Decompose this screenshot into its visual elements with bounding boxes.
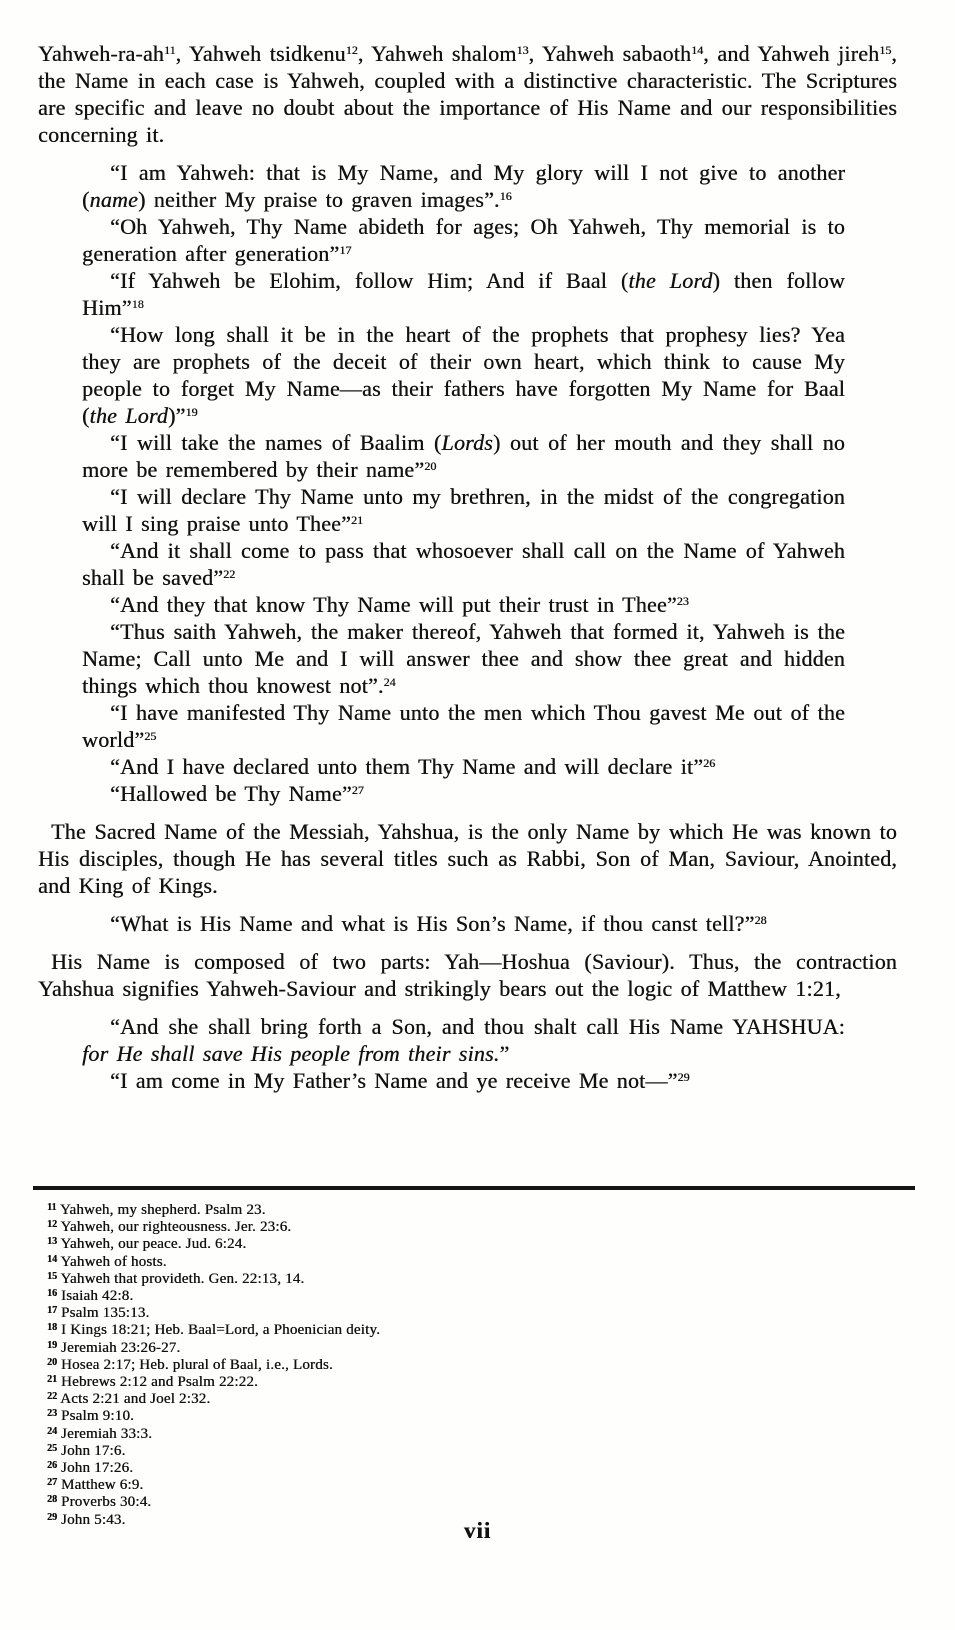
footnote-item: $^{26}$ John 17:26. (47, 1460, 134, 1477)
footnote-item: $^{21}$ Hebrews 2:12 and Psalm 22:22. (47, 1374, 258, 1391)
quote-paragraph: “I will declare Thy Name unto my brethren, in the midst of the congregation will I sing praise unto Thee”$^{21}$ (82, 484, 845, 536)
quote-paragraph: “I am come in My Father’s Name and ye receive Me not—”$^{29}$ (110, 1068, 690, 1093)
footnote-item: $^{13}$ Yahweh, our peace. Jud. 6:24. (47, 1236, 247, 1253)
footnote-item: $^{23}$ Psalm 9:10. (47, 1408, 134, 1425)
text-body (38, 40, 897, 1094)
quote-paragraph: “And I have declared unto them Thy Name and will declare it”$^{26}$ (110, 754, 716, 779)
footnote-item: $^{17}$ Psalm 135:13. (47, 1305, 150, 1322)
quote-paragraph: “What is His Name and what is His Son’s Name, if thou canst tell?”$^{28}$ (110, 911, 767, 936)
quote-paragraph: “And they that know Thy Name will put their trust in Thee”$^{23}$ (110, 592, 689, 617)
footnote-item: $^{29}$ John 5:43. (47, 1511, 126, 1528)
footnote-item: $^{18}$ I Kings 18:21; Heb. Baal=Lord, a Phoenician deity. (47, 1322, 381, 1339)
footnote-item: $^{14}$ Yahweh of hosts. (47, 1253, 167, 1270)
page-footer (33, 1186, 915, 1529)
footnote-item: $^{11}$ Yahweh, my shepherd. Psalm 23. (47, 1202, 266, 1218)
body-paragraph: Yahweh-$ra-ah^{11}$, Yahweh tsidkenu$^{12}$, Yahweh shalom$^{13}$, Yahweh sabaoth$^{14}$, and Yahweh jireh$^{15}$, the Name in each case is Yahweh, coupled with a distinctive characteristic. The Scriptures are specific and leave no doubt about the importance of His Name and our responsibilities concerning it. (38, 41, 897, 147)
footnote-item: $^{27}$ Matthew 6:9. (47, 1477, 144, 1494)
quote-paragraph: “If Yahweh be Elohim, follow Him; And if Baal (the Lord) then follow Him”$^{18}$ (82, 268, 845, 320)
quote-paragraph: “I will take the names of Baalim (Lords) out of her mouth and they shall no more be remembered by their name”$^{20}$ (82, 430, 845, 482)
footnotes-list (33, 1202, 915, 1529)
footnote-item: $^{16}$ Isaiah 42:8. (47, 1288, 134, 1305)
footnote-item: $^{22}$ Acts 2:21 and Joel 2:32. (47, 1391, 211, 1408)
quote-paragraph: “I have manifested Thy Name unto the men which Thou gavest Me out of the world”$^{25}$ (82, 700, 845, 752)
footnote-item: $^{20}$ Hosea 2:17; Heb. plural of Baal, i.e., Lords. (47, 1356, 333, 1373)
body-paragraph: The Sacred Name of the Messiah, Yahshua, is the only Name by which He was known to His disciples, though He has several titles such as Rabbi, Son of Man, Saviour, Anointed, and King of Kings. (38, 819, 897, 898)
footnote-item: $^{15}$ Yahweh that provideth. Gen. 22:13, 14. (47, 1270, 305, 1287)
quote-paragraph: “Hallowed be Thy Name”$^{27}$ (110, 781, 364, 806)
quote-paragraph: “Oh Yahweh, Thy Name abideth for ages; Oh Yahweh, Thy memorial is to generation after generation”$^{17}$ (82, 214, 845, 266)
footnote-item: $^{19}$ Jeremiah 23:26-27. (47, 1339, 181, 1356)
body-paragraph: His Name is composed of two parts: Yah—Hoshua (Saviour). Thus, the contraction Yahshua signifies Yahweh-Saviour and strikingly bears out the logic of Matthew 1:21, (38, 949, 897, 1001)
quote-paragraph: “Thus saith Yahweh, the maker thereof, Yahweh that formed it, Yahweh is the Name; Call unto Me and I will answer thee and show thee great and hidden things which thou knowest not”.$^{24}$ (82, 619, 845, 698)
quote-paragraph: “And she shall bring forth a Son, and thou shalt call His Name YAHSHUA: for He shall save His people from their sins.” (82, 1014, 845, 1066)
page-number: vii (463, 1518, 492, 1543)
footnote-item: $^{24}$ Jeremiah 33:3. (47, 1425, 153, 1442)
quote-paragraph: “How long shall it be in the heart of the prophets that prophesy lies? Yea they are prophets of the deceit of their own heart, which think to cause My people to forget My Name—as their fathers have forgotten My Name for Baal (the Lord)”$^{19}$ (82, 322, 845, 428)
quote-paragraph: “I am Yahweh: that is My Name, and My glory will I not give to another (name) neither My praise to graven images”.$^{16}$ (82, 160, 845, 212)
footnote-item: $^{12}$ Yahweh, our righteousness. Jer. 23:6. (47, 1219, 292, 1236)
footnote-item: $^{28}$ Proverbs 30:4. (47, 1494, 152, 1511)
footnote-item: $^{25}$ John 17:6. (47, 1442, 126, 1459)
footnote-rule (33, 1186, 915, 1190)
quote-paragraph: “And it shall come to pass that whosoever shall call on the Name of Yahweh shall be saved”$^{22}$ (82, 538, 845, 590)
